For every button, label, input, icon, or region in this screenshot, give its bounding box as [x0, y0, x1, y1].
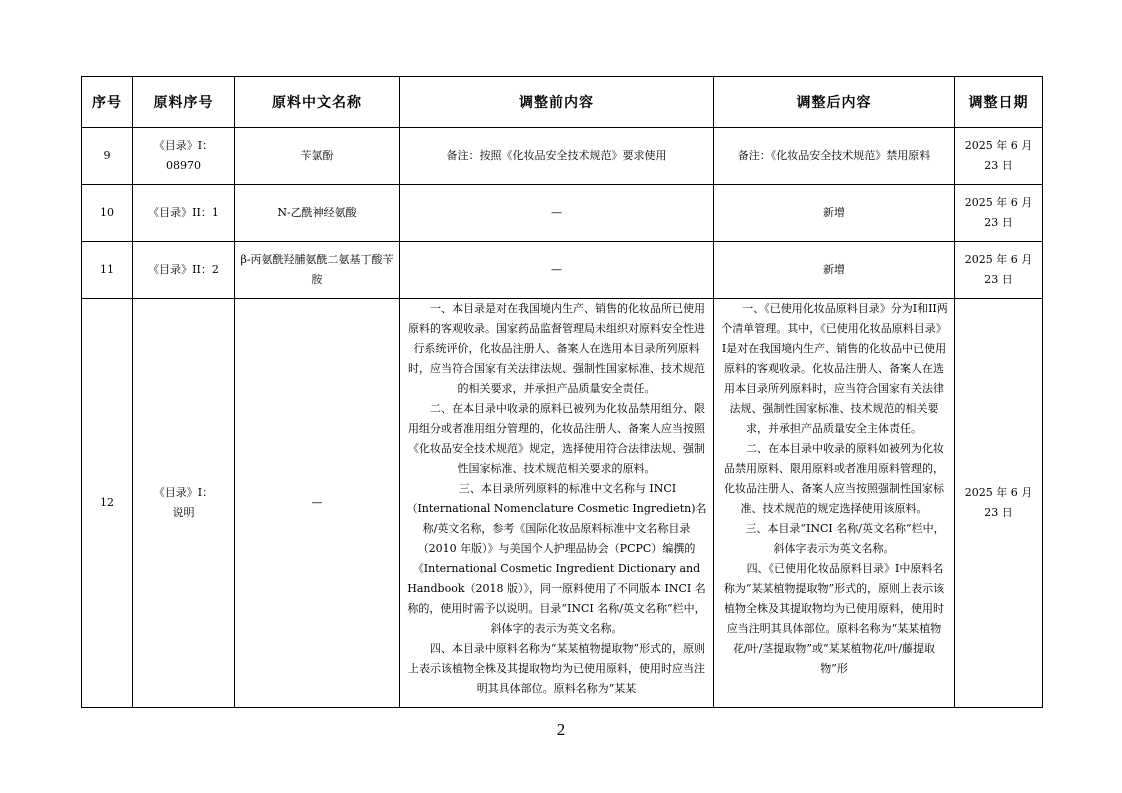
- cell-name: 苄氯酚: [235, 128, 400, 185]
- before-paragraph: 四、本目录中原料名称为“某某植物提取物”形式的，原则上表示该植物全株及其提取物均为已使用原料，使用时应当注明其具体部位。原料名称为“某某: [408, 642, 706, 695]
- table-row: [82, 299, 1043, 708]
- before-paragraph: 三、本目录所列原料的标准中文名称与 INCI（International Nomenclature Cosmetic Ingredietn)名称/英文名称，参考《国际化妆品原料标准中文名称目录（2010 年版）》与美国个人护理品协会（PCPC）编撰的《International Cosmetic Ingredient Dictionary and Handbook（2018 版）》，同一原料使用了不同版本 INCI 名称的，使用时需予以说明。目录“INCI 名称/英文名称”栏中，斜体字的表示为英文名称。: [406, 482, 707, 635]
- after-paragraph: 三、本目录“INCI 名称/英文名称”栏中，斜体字表示为英文名称。: [745, 522, 945, 555]
- table-row: [82, 185, 1043, 242]
- before-paragraph: 一、本目录是对在我国境内生产、销售的化妆品所已使用原料的客观收录。国家药品监督管理局未组织对原料安全性进行系统评价，化妆品注册人、备案人在选用本目录所列原料时，应当符合国家有关法律法规、强制性国家标准、技术规范的相关要求，并承担产品质量安全责任。: [408, 302, 705, 395]
- cell-raw-no: 《目录》II：1: [133, 185, 235, 242]
- header-raw-no: 原料序号: [133, 77, 235, 128]
- cell-after: [714, 299, 955, 708]
- cell-date: 2025 年 6 月 23 日: [955, 128, 1043, 185]
- cell-name: —: [235, 299, 400, 708]
- table-row: [82, 242, 1043, 299]
- cell-before: 备注：按照《化妆品安全技术规范》要求使用: [400, 128, 714, 185]
- cell-after: 备注：《化妆品安全技术规范》禁用原料: [714, 128, 955, 185]
- table-row: [82, 128, 1043, 185]
- cell-no: 10: [82, 185, 133, 242]
- cell-date: 2025 年 6 月 23 日: [955, 299, 1043, 708]
- before-paragraph: 二、在本目录中收录的原料已被列为化妆品禁用组分、限用组分或者准用组分管理的，化妆品注册人、备案人应当按照《化妆品安全技术规范》规定，选择使用符合法律法规、强制性国家标准、技术规范相关要求的原料。: [408, 402, 705, 475]
- cell-after: 新增: [714, 242, 955, 299]
- cell-no: 11: [82, 242, 133, 299]
- header-before: 调整前内容: [400, 77, 714, 128]
- cell-raw-no: 《目录》I：说明: [133, 299, 235, 708]
- cell-raw-no: 《目录》I：08970: [133, 128, 235, 185]
- cell-no: 12: [82, 299, 133, 708]
- cell-raw-no: 《目录》II：2: [133, 242, 235, 299]
- cell-no: 9: [82, 128, 133, 185]
- cell-date: 2025 年 6 月 23 日: [955, 242, 1043, 299]
- table-header-row: [82, 77, 1043, 128]
- adjustment-table: [81, 76, 1043, 708]
- after-paragraph: 一、《已使用化妆品原料目录》分为I和II两个清单管理。其中，《已使用化妆品原料目录》I是对在我国境内生产、销售的化妆品中已使用原料的客观收录。化妆品注册人、备案人在选用本目录所列原料时，应当符合国家有关法律法规、强制性国家标准、技术规范的相关要求，并承担产品质量安全主体责任。: [721, 302, 948, 435]
- after-paragraph: 四、《已使用化妆品原料目录》I中原料名称为“某某植物提取物”形式的，原则上表示该植物全株及其提取物均为已使用原料，使用时应当注明其具体部位。原料名称为“某某植物花/叶/茎提取物”或“某某植物花/叶/藤提取物”形: [723, 562, 945, 675]
- page-number: 2: [556, 720, 566, 739]
- cell-after: 新增: [714, 185, 955, 242]
- header-after: 调整后内容: [714, 77, 955, 128]
- cell-before: —: [400, 185, 714, 242]
- header-date: 调整日期: [955, 77, 1043, 128]
- cell-before: [400, 299, 714, 708]
- header-no: 序号: [82, 77, 133, 128]
- cell-before: —: [400, 242, 714, 299]
- cell-date: 2025 年 6 月 23 日: [955, 185, 1043, 242]
- cell-name: N-乙酰神经氨酸: [235, 185, 400, 242]
- after-paragraph: 二、在本目录中收录的原料如被列为化妆品禁用原料、限用原料或者准用原料管理的，化妆品注册人、备案人应当按照强制性国家标准、技术规范的规定选择使用该原料。: [724, 442, 944, 515]
- header-name: 原料中文名称: [235, 77, 400, 128]
- cell-name: β-丙氨酰羟脯氨酰二氨基丁酸苄胺: [235, 242, 400, 299]
